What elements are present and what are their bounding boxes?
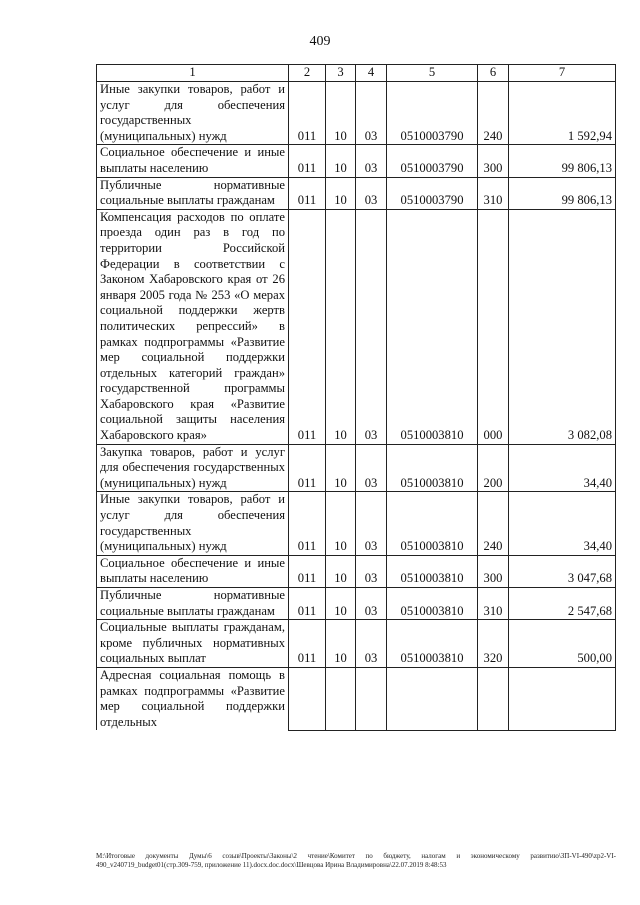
row-amount: [509, 667, 616, 730]
row-name: Социальное обеспечение и иные выплаты населению: [97, 555, 289, 587]
header-cell: 2: [289, 65, 326, 82]
row-name: Иные закупки товаров, работ и услуг для обеспечения государственных (муниципальных) нужд: [97, 82, 289, 145]
row-target-article: 0510003790: [387, 177, 478, 209]
row-ministry-code: 011: [289, 555, 326, 587]
table-row: [97, 145, 616, 177]
row-ministry-code: [289, 667, 326, 730]
row-subsection: [356, 667, 387, 730]
row-amount: 34,40: [509, 444, 616, 492]
row-ministry-code: 011: [289, 444, 326, 492]
row-ministry-code: 011: [289, 588, 326, 620]
table-row: [97, 209, 616, 444]
row-name: Социальное обеспечение и иные выплаты населению: [97, 145, 289, 177]
row-subsection: 03: [356, 588, 387, 620]
row-expense-type: 310: [478, 177, 509, 209]
row-expense-type: [478, 667, 509, 730]
row-expense-type: 300: [478, 555, 509, 587]
table-row: [97, 444, 616, 492]
row-target-article: 0510003810: [387, 209, 478, 444]
row-amount: 1 592,94: [509, 82, 616, 145]
row-target-article: 0510003810: [387, 444, 478, 492]
row-subsection: 03: [356, 209, 387, 444]
row-ministry-code: 011: [289, 82, 326, 145]
row-section: 10: [326, 82, 356, 145]
header-cell: 1: [97, 65, 289, 82]
row-name: Социальные выплаты гражданам, кроме публичных нормативных социальных выплат: [97, 620, 289, 668]
table-row: [97, 555, 616, 587]
row-name: Адресная социальная помощь в рамках подпрограммы «Развитие мер социальной поддержки отдельных: [97, 667, 289, 730]
row-section: 10: [326, 620, 356, 668]
table-row: [97, 82, 616, 145]
budget-table: [96, 64, 616, 731]
row-name: Публичные нормативные социальные выплаты гражданам: [97, 588, 289, 620]
table-row: [97, 492, 616, 555]
row-subsection: 03: [356, 620, 387, 668]
row-target-article: 0510003810: [387, 492, 478, 555]
header-cell: 6: [478, 65, 509, 82]
row-expense-type: 200: [478, 444, 509, 492]
row-expense-type: 240: [478, 492, 509, 555]
row-ministry-code: 011: [289, 145, 326, 177]
row-amount: 2 547,68: [509, 588, 616, 620]
row-section: 10: [326, 555, 356, 587]
table-row: [97, 177, 616, 209]
row-name: Иные закупки товаров, работ и услуг для обеспечения государственных (муниципальных) нужд: [97, 492, 289, 555]
row-target-article: 0510003810: [387, 620, 478, 668]
row-ministry-code: 011: [289, 620, 326, 668]
row-name: Компенсация расходов по оплате проезда один раз в год по территории Российской Федерации в соответствии с Законом Хабаровского края от 26 января 2005 года № 253 «О мерах социальной поддержки жертв политических репрессий» в рамках подпрограммы «Развитие мер социальной поддержки отдельных категорий граждан» государственной программы Хабаровского края «Развитие социальной защиты населения Хабаровского края»: [97, 209, 289, 444]
row-expense-type: 310: [478, 588, 509, 620]
row-name: Закупка товаров, работ и услуг для обеспечения государственных (муниципальных) нужд: [97, 444, 289, 492]
row-subsection: 03: [356, 492, 387, 555]
row-subsection: 03: [356, 82, 387, 145]
table-header-row: [97, 65, 616, 82]
row-amount: 3 047,68: [509, 555, 616, 587]
row-amount: 99 806,13: [509, 177, 616, 209]
row-section: 10: [326, 492, 356, 555]
row-ministry-code: 011: [289, 492, 326, 555]
row-section: 10: [326, 588, 356, 620]
row-amount: 3 082,08: [509, 209, 616, 444]
row-amount: 99 806,13: [509, 145, 616, 177]
row-name: Публичные нормативные социальные выплаты гражданам: [97, 177, 289, 209]
row-ministry-code: 011: [289, 177, 326, 209]
row-section: [326, 667, 356, 730]
document-file-path-footer: M:\Итоговые документы Думы\6 созыв\Проекты\Законы\2 чтение\Комитет по бюджету, налогам и экономическому развитию\ЗП-VI-490\zp2-VI-490_v240719_budget01(стр.309-759, приложение 11).docx.doc.docx\Шевцова Ирина Владимировна\22.07.2019 8:48:53: [96, 852, 616, 869]
row-target-article: 0510003810: [387, 588, 478, 620]
row-expense-type: 320: [478, 620, 509, 668]
row-target-article: [387, 667, 478, 730]
row-subsection: 03: [356, 555, 387, 587]
row-target-article: 0510003790: [387, 82, 478, 145]
header-cell: 4: [356, 65, 387, 82]
row-expense-type: 000: [478, 209, 509, 444]
row-section: 10: [326, 145, 356, 177]
row-subsection: 03: [356, 177, 387, 209]
table-row: [97, 620, 616, 668]
row-section: 10: [326, 209, 356, 444]
header-cell: 3: [326, 65, 356, 82]
row-subsection: 03: [356, 444, 387, 492]
table-row: [97, 588, 616, 620]
row-expense-type: 240: [478, 82, 509, 145]
row-amount: 34,40: [509, 492, 616, 555]
table-row: [97, 667, 616, 730]
row-expense-type: 300: [478, 145, 509, 177]
row-section: 10: [326, 177, 356, 209]
row-target-article: 0510003790: [387, 145, 478, 177]
row-subsection: 03: [356, 145, 387, 177]
row-section: 10: [326, 444, 356, 492]
row-target-article: 0510003810: [387, 555, 478, 587]
page-number: 409: [309, 34, 331, 49]
row-ministry-code: 011: [289, 209, 326, 444]
header-cell: 5: [387, 65, 478, 82]
row-amount: 500,00: [509, 620, 616, 668]
header-cell: 7: [509, 65, 616, 82]
